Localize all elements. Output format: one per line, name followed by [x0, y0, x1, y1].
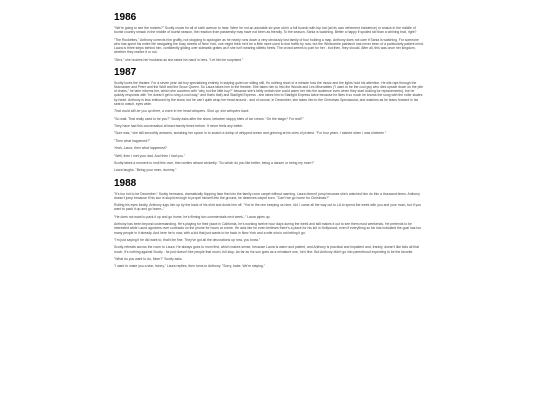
story-paragraph: Scotty loves the theatre. For a seven year old boy specializing entirely in staying quiet nor sitting still, it's nothing short of a miracle how the music and the lights hold his attention. He sits rapt through the Nutcracker and Peter and the Wolf and the Snow Queen. So Laura takes him to the theatre. She takes him to Into the Woods and Les Miserables ("I want to be the cool guy who dies upside down on the pile of chairs," he later informs her, which she counters with "why not the little boy?" because she's fairly certain she could warm her into the audience even when they start looking for replacements), but he quickly responds with "he doesn't get to sing a cool way," and that's that) and Starlight Express - she takes him to Starlight Express twice because he likes it so much he knows the song with the roller skates by heart. Anthony is less enthused by the show, but he can't quite wrap her head around - and of course, in December, she takes him to the Christmas Spectacular, and watches as he leans forward in his seat to watch, eyes wide. — [114, 80, 423, 106]
story-paragraph: "I want to make you a star, honey," Laura replies, then turns to Anthony. "Sorry, babe. We're staying." — [114, 264, 265, 269]
story-paragraph: "The Rockettes," Anthony corrects him gruffly, not stopping to apologize as he nearly runs down a very obviously lost family of four holding a map. Anthony does not care if Sania is watching. For someone who has spent his entire life navigating the busy streets of New York, one might think he'd be a little more used to foot traffic by now, but the Whitcombe patriarch has never been of a particularly patient mind. Laura is three steps behind him, confidently gliding over sidewalk grates as if she isn't wearing stiletto heels. The crowd seems to part for her - but then, they should. After all, this was once her kingdom, whether they realize it or not. — [114, 37, 424, 55]
story-paragraph: That could still be you up there, a voice in her head whispers. Shut up, she whispers back. — [114, 109, 250, 114]
story-paragraph: "We're going to see the rockets?" Scotty crows for all of sixth avenue to hear. Were he not an adorable six year old in a full tuxedo with top hat (at his own vehement insistence) or smack in the middle of tourist country smack in the middle of tourist season, the reaction from passersby may have not been as friendly. To the season, Sania is watching. Better a happy if spoiled kid than a whining brat, right? — [114, 26, 417, 35]
story-paragraph: "Well, then I met your dad. And then I had you." — [114, 153, 186, 158]
story-paragraph: Scotty takes a moment to mull this over, then smiles almost wickedly. "So which do you like better, being a dancer or being my mom?" — [114, 160, 315, 165]
story-paragraph: Scotty retreats across the room to Laura. He always goes to mom first, which makes sense, because Laura is warm and patient, and Anthony is practical and impatient and, frankly, doesn't like kids all that much. It's nothing against Scotty - he just doesn't like people that much, full stop. As far as his son goes as a miniature one, he's fine. But Anthony didn't go into parenthood expecting to be the favorite. — [114, 245, 419, 254]
story-paragraph: "What do you want to do, Mom?" Scotty asks. — [114, 256, 183, 261]
story-paragraph: "Sure was," she still smoothly answers, sneaking her spoon in to snatch a dollop of whipped cream and grinning at his cries of protest. "For four years. I started when I was nineteen." — [114, 131, 387, 136]
story-paragraph: They have had this conversation at least twenty times before. It never feels any better. — [114, 123, 244, 128]
story-paragraph: "Sirrs," she hushes her husband as she takes his hand in hers. "Let him be surprised." — [114, 57, 244, 62]
section-year-heading: 1988 — [114, 177, 137, 189]
story-paragraph: Anthony has been beyond understanding. He's playing for their place in California, he's working twelve hour days during the week and still makes it out to see them most weekends. He pretends to be interested while Laura agonizes over contracts on the phone for hours at a time. He acts like he even believes there's a place for his kid in Hollywood, even if everything so far has indicated the goal has too many people in it already. And here he is now, with a kid that just wants to be back in New York and a wife who's not letting it go. — [114, 222, 422, 235]
story-paragraph: "Then what happened?" — [114, 138, 151, 143]
story-section — [114, 178, 424, 269]
story-paragraph: "He does not want to pack it up and go home, he's filming two commercials next week--" Laura pipes up. — [114, 214, 271, 219]
story-section — [114, 12, 424, 62]
story-paragraph: Rolling his eyes fondly, Anthony tugs him up by the back of his shirt and dusts him off. "You're the one keeping us here, kid. I came all the way out to LA to spend the week with you and your mom, but if you want to pack it up and go home--" — [114, 203, 421, 212]
story-paragraph: Laura laughs. "Being your mom, dummy." — [114, 168, 177, 173]
story-paragraph: Yeah, Laura, then what happened? — [114, 146, 167, 151]
story-paragraph: "It's too hot to be December," Scotty bemoans, dramatically flopping face first into the family room carpet without warning. Laura doesn't jump because she's watched him do this a thousand times. Anthony doesn't jump because if his son is stupid enough to propel himself into the ground, he deserves carpet burn. "Can't we go home for Christmas?" — [114, 191, 420, 200]
story-content — [114, 12, 424, 273]
story-paragraph: "So wait. That really used to be you?" Scotty asks after the show, between sloppy bites of ice cream. "On the stage? For real?" — [114, 116, 304, 121]
story-paragraph: "I'm just saying if he did want to, that'd be fine. They've got all the decorations up now, you know." — [114, 237, 261, 242]
section-year-heading: 1986 — [114, 12, 137, 23]
story-section — [114, 67, 424, 173]
section-year-heading: 1987 — [114, 66, 137, 78]
